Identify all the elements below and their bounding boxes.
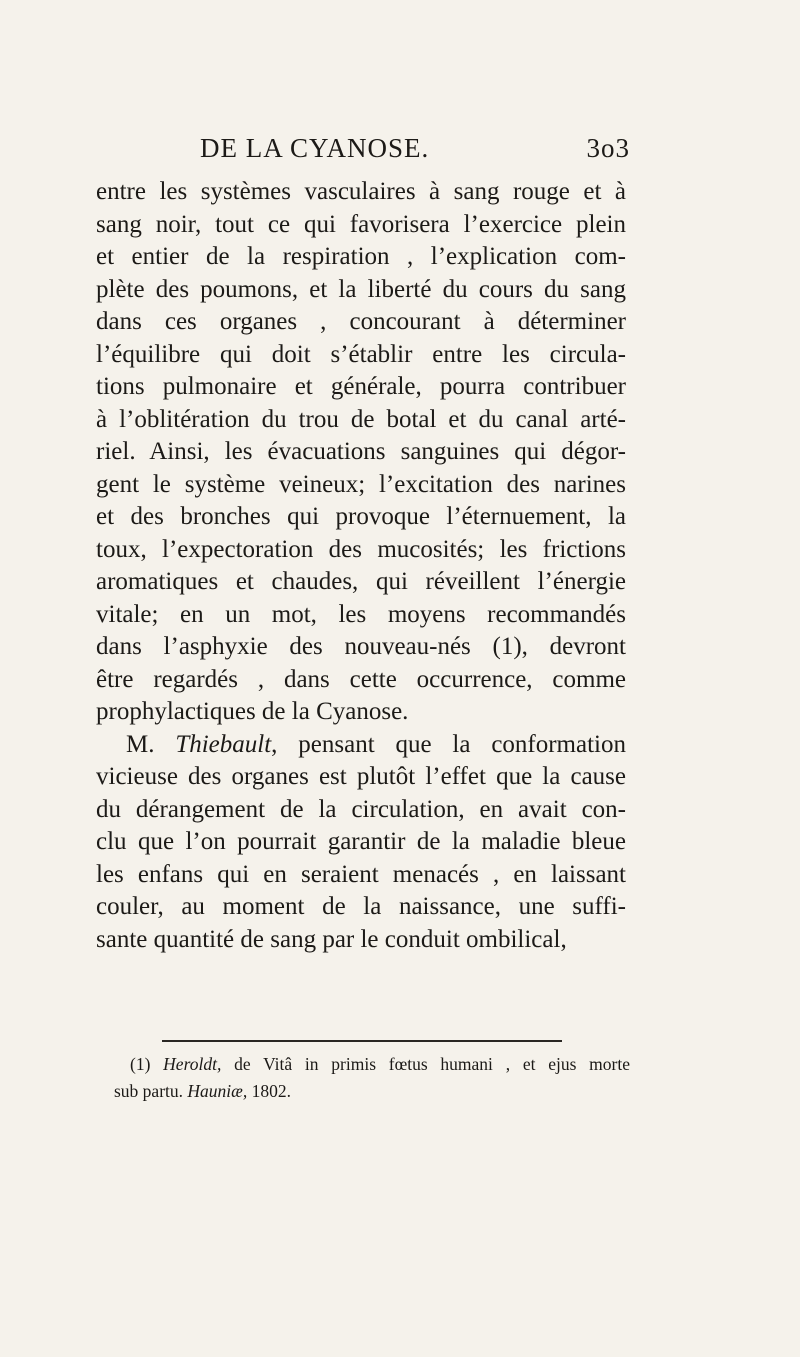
text-line: clu que l’on pourrait garantir de la maladie bleue [96,828,626,855]
footnote-place: Hauniæ, [187,1081,248,1101]
footnote [114,1051,630,1105]
text-fragment: M. [126,730,176,758]
text-line: aromatiques et chaudes, qui réveillent l’énergie [96,568,626,595]
text-line: dans ces organes , concourant à déterminer [96,308,626,335]
text-line: riel. Ainsi, les évacuations sanguines qui dégor- [96,438,626,465]
paragraph-start-line [96,729,626,762]
text-fragment: 1802. [247,1081,291,1101]
text-line: l’équilibre qui doit s’établir entre les circula- [96,340,626,368]
running-title: DE LA CYANOSE. [200,133,430,163]
body-text [96,176,626,956]
text-line: plète des poumons, et la liberté du cours du sang [96,275,626,303]
text-line: du dérangement de la circulation, en avait con- [96,795,626,823]
text-line: dans l’asphyxie des nouveau-nés (1), devront [96,633,626,660]
footnote-marker: (1) [130,1054,164,1074]
text-line: être regardés , dans cette occurrence, comme [96,665,626,693]
text-line: et des bronches qui provoque l’éternuement, la [96,503,626,530]
text-line: sante quantité de sang par le conduit ombilical, [96,925,567,953]
footnote-author: Heroldt, [163,1054,222,1074]
footnote-line [130,1051,630,1078]
text-line: gent le système veineux; l’excitation des narines [96,470,626,498]
running-header [200,133,630,173]
text-line: vicieuse des organes est plutôt l’effet que la cause [96,763,626,790]
text-line: couler, au moment de la naissance, une suffi- [96,893,626,920]
text-line: à l’oblitération du trou de botal et du canal arté- [96,405,626,433]
text-line: et entier de la respiration , l’explication com- [96,243,626,270]
text-line: les enfans qui en seraient menacés , en laissant [96,860,626,888]
text-fragment: de Vitâ in primis fœtus humani , et ejus morte [221,1054,630,1074]
text-line: sang noir, tout ce qui favorisera l’exercice plein [96,210,626,238]
text-line: vitale; en un mot, les moyens recommandés [96,600,626,628]
text-line: prophylactiques de la Cyanose. [96,698,409,725]
page-number: 3o3 [586,133,630,163]
footnote-line [114,1078,630,1105]
text-line: toux, l’expectoration des mucosités; les frictions [96,535,626,563]
author-name: Thiebault [175,730,272,758]
text-line: tions pulmonaire et générale, pourra contribuer [96,373,626,400]
text-line: entre les systèmes vasculaires à sang rouge et à [96,178,626,205]
text-fragment: , pensant que la conformation [271,730,626,758]
footnote-rule [162,1040,562,1042]
text-fragment: sub partu. [114,1081,188,1101]
